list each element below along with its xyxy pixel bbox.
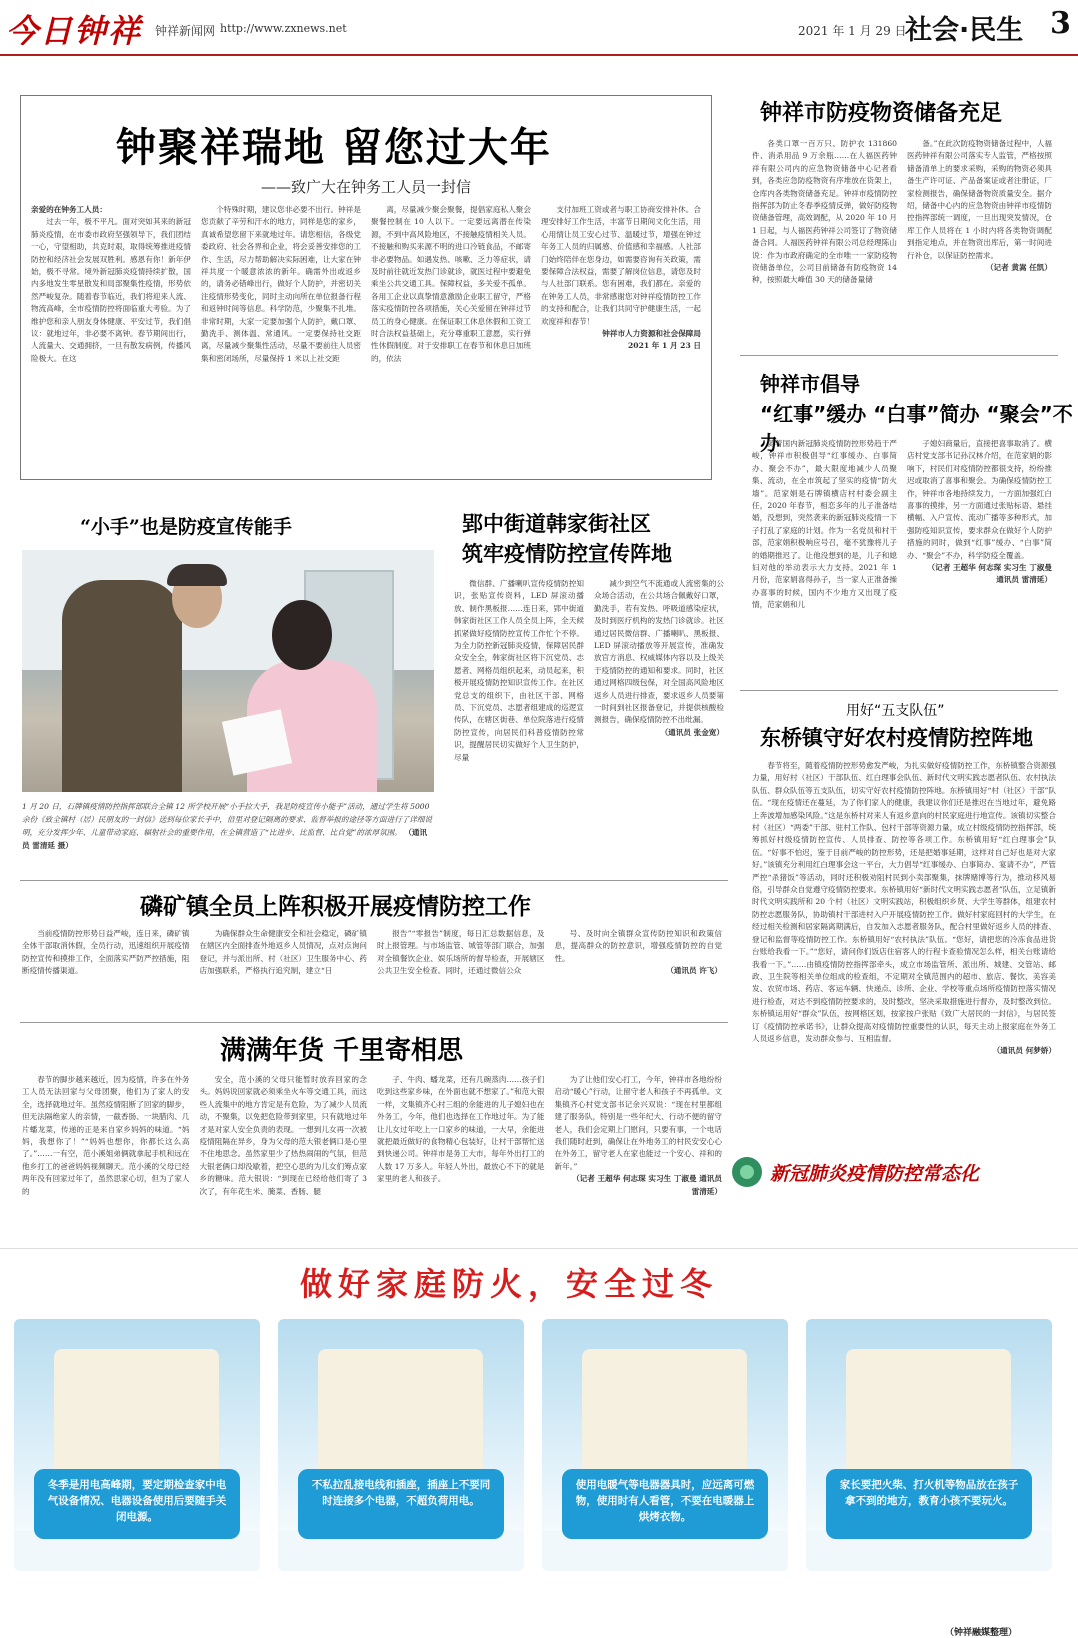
supplies-body <box>752 138 1052 343</box>
linkuang-byline: （通讯员 许飞） <box>666 966 722 976</box>
newspaper-logo: 今日钟祥 <box>6 12 143 50</box>
redwhite-text: 随着国内新冠肺炎疫情防控形势趋于严峻，钟祥市积极倡导“红事缓办、白事简办、聚会不办”，最大限度地减少人员聚集、流动，在全市筑起了坚实的疫情“防火墙”。范家娟是石牌镇横店村村委会副主任，2020 年春节，相恋多年的儿子准备结婚，没想到，突然袭来的新冠肺炎疫情一下子打乱了家庭的计划。作为一名党员和村干部，范家娟积极响应号召，毫不犹豫将儿子的婚期推迟了。让他没想到的是，儿子和媳妇对他的举动表示大力支持。2021 年 1 月份，范家娟喜得孙子，当一家人正准备操办喜事的时候，国内不少地方又出现了疫情，范家娟和儿 <box>752 439 897 610</box>
nianhuo-headline: 满满年货 千里寄相思 <box>220 1036 464 1066</box>
supplies-column <box>752 138 897 343</box>
page-number: 3 <box>1050 6 1071 41</box>
linkuang-column <box>555 928 723 1016</box>
supplies-text: 备。”在此次防疫物资储备过程中，人福医药钟祥有限公司落实专人监管，严格按照储备清单上的要求采购，采购的物资必须具备生产许可证、产品备案证或者注册证，厂家检测报告，确保储备物资质量安全。据介绍，储备中心内的应急物资由钟祥市疫情防控指挥部统一调度，一旦出现突发情况，仓库工作人员将在 1 小时内将各类物资调配到指定地点，并在物资出库后，第一时间进行补仓，以保证防控需求。 <box>907 139 1052 260</box>
fire-tip-panel <box>542 1319 788 1571</box>
letter-headline: 钟聚祥瑞地 留您过大年 <box>116 125 552 171</box>
kids-byline: （通讯员 雷清延 摄） <box>22 828 428 850</box>
linkuang-column <box>377 928 545 1016</box>
masthead <box>0 0 1078 56</box>
hanjia-text: 减少到空气不流通或人流密集的公众场合活动，在公共场合佩戴好口罩，勤洗手，若有发热、呼吸道感染症状，及时到医疗机构的发热门诊就诊。社区通过居民微信群、广播喇叭、黑板报、LED 屏滚动播放等开展宣传，准确发放官方消息、权威媒体内容以及上级关于疫情防控的通知和要求。同时，社区通过网格四级包保，对全国高风险地区返乡人员进行排查，要求返乡人员要第一时间到社区报备登记，并提供核酸检测报告，确保疫情防控不出纰漏。 <box>594 579 724 725</box>
letter-column <box>371 204 531 472</box>
redwhite-text: 子媳妇商量后，直接把喜事取消了。横店村党支部书记孙汉林介绍，在范家娟的影响下，村民们对疫情防控都很支持，纷纷推迟或取消了喜事和聚会。为确保疫情防控工作，钟祥市各地持续发力，一方面加强红白喜事的摸排，另一方面通过张贴标语、悬挂横幅、入户宣传、流动广播等多种形式，加强防疫知识宣传，要求群众在做好个人防护措施的同时，做到“红事”缓办、“白事”简办、“聚会”不办，科学防疫全覆盖。 <box>907 439 1052 560</box>
letter-text: 过去一年，极不平凡。面对突如其来的新冠肺炎疫情，在市委市政府坚强领导下，我们团结一心，守望相助，共克时艰，取得统筹推进疫情防控和经济社会发展双胜利。感恩有你！新年伊始，极不寻常。境外新冠肺炎疫情持续扩散，国内多地发生零星散发和局部聚集性疫情，形势依然严峻复杂。随着春节临近，我们将迎来人流、物流高峰，全市疫情防控将面临重大考验。为了维护您和亲人朋友身体健康、平安过节，我们倡议：就地过年，非必要不离钟。春节期间出行，人流量大、交通拥挤，一旦有散发病例，传播风险极大。在这 <box>31 217 191 363</box>
fire-safety-banner <box>0 1248 1078 1638</box>
fire-tip-text: 使用电暖气等电器器具时，应远离可燃物，使用时有人看管，不要在电暖器上烘烤衣物。 <box>562 1469 768 1539</box>
redwhite-headline: “红事”缓办 “白事”简办 “聚会”不办 <box>760 402 1073 455</box>
kids-photo <box>22 550 434 792</box>
fire-tip-panel <box>278 1319 524 1571</box>
divider <box>20 1022 728 1023</box>
supplies-text: 各类口罩一百万只、防护衣 131860 件、消杀用品 9 万余瓶……在人福医药钟祥有限公司内的应急物资储备中心记者看到，各类应急防疫物资有序堆放在货架上，仓库内各类物资储备充足。钟祥市疫情防控指挥部为防止冬春季疫情反弹，做好防疫物资储备管理，高效调配，从 2020 年 10 月 1 日起，与人福医药钟祥公司签订了物资储备合同。人福医药钟祥有限公司总经理陈山说：作为市政府确定的全市唯一一家防疫物资储备单位，公司目前储备有防疫物资 14 种，按照最大峰值 30 天的储备量储 <box>752 139 897 285</box>
section-title: 社会·民生 <box>905 15 1024 46</box>
letter-text: 离，尽量减少聚会聚餐，提倡家庭私人聚会聚餐控制在 10 人以下。一定要远离潜在传染源，不到中高风险地区，不接触疫情相关人员。不接触和购买来源不明的进口冷链食品，不邮寄非必要物品。如遇发热、咳嗽、乏力等症状，请及时前往就近发热门诊就诊，就医过程中要避免乘坐公共交通工具。保障权益，多关爱不孤单。各用工企业以真挚情意激励企业职工留守，严格落实疫情防控各项措施，关心关爱留在钟祥过节员工的身心健康。在保证职工休息休假和工资工时合法权益基础上，充分尊重职工意愿，实行弹性休假制度。对于安排职工在春节和休息日加班的，依法 <box>371 205 531 363</box>
normalization-text: 新冠肺炎疫情防控常态化 <box>770 1162 980 1185</box>
paper-url[interactable]: http://www.zxnews.net <box>220 22 347 35</box>
fire-tip-panel <box>14 1319 260 1571</box>
open-letter-box <box>20 95 712 480</box>
fire-banner-credit: （钟祥融媒整理） <box>945 1628 1018 1638</box>
letter-text: 支付加班工资或者与职工协商安排补休。合理安排好工作生活，丰富节日期间文化生活，用心用情让员工安心过节、温暖过节，增强在钟过年务工人员的归属感、价值感和幸福感。人社部门始终陪伴在您身边，如需要咨询有关政策，需要保障合法权益，需要了解岗位信息，请您及时与人社部门联系。您有困难，我们都在。亲爱的在钟务工人员，非常感谢您对钟祥疫情防控工作的支持和配合，让我们共同守护健康生活，一起欢度祥和春节！ <box>541 205 701 326</box>
linkuang-text: 报告”“零报告”制度，每日汇总数据信息，及时上报管理。与市场监管、城管等部门联合，加强对全镇餐饮企业、娱乐场所的督导检查，开展辖区公共卫生安全检查。同时，还通过微信公众 <box>377 929 545 976</box>
power-strip-icon <box>318 1349 483 1479</box>
nianhuo-column <box>555 1074 723 1240</box>
nianhuo-column <box>200 1074 368 1240</box>
divider <box>20 880 728 881</box>
supplies-column <box>907 138 1052 343</box>
fire-tip-text: 家长要把火柴、打火机等物品放在孩子拿不到的地方，教育小孩不要玩火。 <box>826 1469 1032 1539</box>
linkuang-text: 号、及时向全镇群众宣传防控知识和政策信息，提高群众的防控意识，增强疫情防控的自觉性。 <box>554 929 722 963</box>
letter-column <box>201 204 361 472</box>
wuzhi-byline: （通讯员 何梦娇） <box>992 1046 1056 1056</box>
letter-greeting: 亲爱的在钟务工人员： <box>31 205 107 214</box>
redwhite-kicker: 钟祥市倡导 <box>760 372 860 396</box>
nianhuo-text: 安全，范小溪的父母只能暂时放弃回家的念头。妈妈说回家就必须乘坐火车等交通工具，而这些人流集中的地方肯定是有危险，为了减少人员流动，不聚集，以免把危险带到家里，只有就地过年才是对家人安全负责的表现。一想到儿女再一次被疫情阻隔在异乡，身为父母的范大银老俩口是心里不住地思念。虽然家里少了热热闹闹的气氛，但范大银老俩口却没歇着，把空心思的为儿女们筹点家乡的糖味。范大银说：“到现在已经给他们寄了 3 次了，有年花生米、腌菜、香肠、腿 <box>199 1075 367 1196</box>
redwhite-column <box>907 438 1052 678</box>
linkuang-body <box>22 928 722 1016</box>
letter-signer: 钟祥市人力资源和社会保障局 <box>602 329 701 339</box>
supplies-byline: （记者 黄嵩 任凯） <box>985 263 1052 273</box>
divider <box>740 690 1058 691</box>
fire-tip-panel <box>806 1319 1052 1571</box>
redwhite-byline: （记者 王超华 何志琛 实习生 丁淑曼 通讯员 雷清延） <box>927 563 1052 585</box>
supplies-headline: 钟祥市防疫物资储备充足 <box>760 101 1003 126</box>
nianhuo-text: 子、牛肉、蟠龙菜，还有几碗蒸肉……孩子们吃到这些家乡味，在外面也就不想家了。”和范大银一样，文集镇齐心村三组的余能进的儿子媳妇也在外务工，今年，他们也选择在工作地过年。为了能让儿女过年吃上一口家乡的味道，一大早，余能进就把最近做好的食物精心包装好，让村干部帮忙送到快递公司。钟祥市是务工大市，每年外出打工的人数 17 万多人。年轻人外出，最放心不下的就是家里的老人和孩子。 <box>377 1075 545 1184</box>
letter-body <box>31 204 701 472</box>
hanjia-body <box>454 578 724 848</box>
nianhuo-text: 春节的脚步越来越近，因为疫情，许多在外务工人员无法回家与父母团聚，他们为了家人的安全，选择就地过年。虽然疫情阻断了回家的脚步，但无法隔绝家人的亲情，一截香肠、一块腊肉、几片蟠龙菜，传递的正是来自家乡妈妈的味道。“妈妈，我想你了！”“妈妈也想你，你都长这么高了。”……一有空，范小溪姐弟俩就拿起手机和远在他乡打工的爸爸妈妈视频聊天。范小溪的父母已经两年没有回家过年了，虽然思家心切，但为了家人的 <box>22 1075 190 1196</box>
paper-name: 钟祥新闻网 <box>155 24 216 38</box>
appliance-icon <box>54 1349 219 1479</box>
heater-icon <box>582 1349 747 1479</box>
matches-icon <box>846 1349 1011 1479</box>
nianhuo-text: 为了让他们安心打工，今年，钟祥市各地纷纷启动“暖心”行动，让留守老人和孩子不再孤单。文集镇齐心村党支部书记余兴双说：“现在村里都组建了服务队，特别是一些年纪大、行动不便的留守老人，我们会定期上门慰问，只要有事，一个电话我们随时赶到，确保让在外地务工的村民安安心心在外务工，留守老人在家也能过一个安心、祥和的新年。” <box>554 1075 722 1171</box>
hanjia-headline-2: 筑牢疫情防控宣传阵地 <box>462 542 672 566</box>
letter-text: 个特殊时期，建议您非必要不出行。钟祥是您贡献了辛劳和汗水的地方，同样是您的家乡，真诚希望您留下来就地过年。请您相信，各级党委政府、社会各界和企业，将会妥善安排您的工作、生活，尽力帮助解决实际困难，让大家在钟祥共度一个暖意浓浓的新年。确需外出或返乡的，请务必错峰出行，做好个人防护，并密切关注疫情形势变化，同时主动向所在单位报备行程和返钟时间等信息。科学防范，少聚集不扎堆。非常时期，大家一定要加强个人防护，戴口罩、勤洗手、测体温、常通风。一定要保持社交距离，尽量减少聚集性活动，尽量不要前往人员密集和密闭场所，尽量保持 1 米以上社交距 <box>201 205 361 363</box>
linkuang-column <box>22 928 190 1016</box>
issue-date: 2021 年 1 月 29 日 <box>798 24 907 38</box>
wuzhi-headline: 东桥镇守好农村疫情防控阵地 <box>760 726 1033 750</box>
nianhuo-byline: （记者 王超华 何志琛 实习生 丁淑曼 通讯员 雷清延） <box>572 1174 722 1196</box>
kids-caption <box>22 800 434 852</box>
letter-date: 2021 年 1 月 23 日 <box>628 341 701 351</box>
nianhuo-body <box>22 1074 722 1240</box>
letter-subtitle: ——致广大在钟务工人员一封信 <box>261 178 472 196</box>
letter-column <box>541 204 701 472</box>
linkuang-text: 为确保群众生命健康安全和社会稳定，磷矿镇在辖区内全面排查外地返乡人员情况，点对点询问登记，并与派出所、村（社区）卫生服务中心、药店加强联系，严格执行追究制，建立“日 <box>199 929 367 976</box>
fire-tip-text: 冬季是用电高峰期，要定期检查家中电气设备情况、电器设备使用后要随手关闭电源。 <box>34 1469 240 1539</box>
redwhite-column <box>752 438 897 678</box>
hanjia-column <box>594 578 724 848</box>
fire-safety-title: 做好家庭防火，安全过冬 <box>300 1265 719 1303</box>
kids-caption-text: 1 月 20 日，石牌镇疫情防控指挥部联合全镇 12 所学校开展“小手拉大手，我是防疫宣传小能手”活动，通过学生将 5000 余份《致全镇村（居）民朋友的一封信》送到每位家长手中，倍里对登记隔离的要求、监督举报的途径等方面进行了详细说明，充分发挥少年、儿童带动家庭、辐射社会的重要作用，在全镇营造了“比进步、比监督、比自觉”的浓厚氛围。 <box>22 802 433 837</box>
divider <box>740 355 1058 356</box>
kids-headline: “小手”也是防疫宣传能手 <box>80 516 292 538</box>
wuzhi-body <box>752 760 1056 1140</box>
nianhuo-column <box>22 1074 190 1240</box>
redwhite-body <box>752 438 1052 678</box>
hanjia-byline: （通讯员 张金宽） <box>660 727 724 737</box>
letter-column <box>31 204 191 472</box>
linkuang-headline: 磷矿镇全员上阵积极开展疫情防控工作 <box>140 894 531 920</box>
hanjia-text: 微信群、广播喇叭宣传疫情防控知识，张贴宣传资料，LED 屏滚动播放、制作黑板报……连日来，郢中街道韩家街社区工作人员全员上阵，全天候抓紧做好疫情防控宣传工作忙个不停。为全力防控新冠肺炎疫情，保障居民群众安全全，韩家街社区将下沉党员、志愿者、网格员组织起来，动员起来，积极开展疫情防控知识宣传工作。在社区党总支的组织下，由社区干部、网格员、下沉党员、志愿者组建成的巡逻宣传队，在辖区街巷、单位院落进行疫情防控宣传，向居民们科普疫情防控常识，提醒居民切实做好个人卫生防护，尽量 <box>454 579 584 762</box>
linkuang-text: 当前疫情防控形势日益严峻，连日来，磷矿镇全体干部取消休假，全员行动，迅速组织开展疫情防控宣传和摸排工作，全面落实严防严控措施，阻断疫情传播渠道。 <box>22 929 190 976</box>
fire-tip-text: 不私拉乱接电线和插座，插座上不要同时连接多个电器，不超负荷用电。 <box>298 1469 504 1539</box>
normalization-label <box>732 1150 1022 1194</box>
wuzhi-kicker: 用好“五支队伍” <box>846 703 945 719</box>
wuzhi-text: 春节将至，随着疫情防控形势愈发严峻，为扎实做好疫情防控工作，东桥镇整合资源强力量，用好村（社区）干部队伍、红白理事会队伍、新时代文明实践志愿者队伍、农村执法队伍、群众队伍等五支队伍，切实守好农村疫情防控阵地。东桥镇用好“村（社区）干部”队伍。“现在疫情还在蔓延，为了你们家人的健康，我建议你们还是推迟在当地过年，避免路上奔波增加感染风险。”这是东桥村对来人有返乡意向的村民家庭进行地宣传。该镇切实整合村（社区）“两委”干部、驻村工作队、包村干部等资源力量，成立村级疫情防控指挥部，统筹抓好村级疫情防控宣传、人员排查、防控等各项工作。东桥镇用好“红白理事会”队伍。“好事不怕迟，鉴于目前严峻的防控形势，还是把婚事延期，这样对自己好也是对大家好。”该镇充分利用红白理事会这一平台，大力倡导“红事缓办、白事简办、宴请不办”，严管严控“杀猪饭”等活动，同时还积极劝阻村民到小卖部聚集，抹牌赌博等行为，推动移风易俗，引导群众自觉遵守疫情防控要求。东桥镇用好“新时代文明实践志愿者”队伍，立足镇新时代文明实践所和 20 个村（社区）文明实践站，积极组织乡贤、大学生等群体，组建农村防控志愿服务队，协助镇村干部进村入户开展疫情防控工作。做好村家庭回村的大学生，在经过相关检测和居家隔离期满后，自发加入志愿者服务队，配合村里做好返乡人员的排查、登记和监督等疫情防控工作。东桥镇用好“农村执法”队伍。“您好，请把您的冷冻食品进货台账给我看一下。”“您好，请问你们饭店住宿客人的行程卡查验情况怎么样，相关台账请给我看一下。”……由镇疫情防控指挥部牵头，成立市场监管所、派出所、城建、交管站、邮政、卫生院等相关单位组成的检查组，不定期对全镇范围内的超市、旅店、餐饮、美容美发、农贸市场、药店、客运车辆、快递点、诊所、企业、学校等重点场所疫情防控落实情况进行检查，对达不到疫情防控要求的，及时整改，坚决采取措施进行督办，及时整改到位。东桥镇运用好“群众”队伍，按网格区划，按家按户张贴《致广大居民的一封信》，与居民签订《疫情防控承诺书》，让群众提高对疫情防控重要性的认识，每天主动上报家庭在外务工人员返乡信息，发动群众参与、互相监督。 <box>752 761 1056 1043</box>
linkuang-column <box>200 928 368 1016</box>
nianhuo-column <box>377 1074 545 1240</box>
wuzhi-column <box>752 760 1056 1140</box>
virus-icon <box>732 1157 762 1187</box>
hanjia-headline-1: 郢中街道韩家街社区 <box>462 512 651 536</box>
hanjia-column <box>454 578 584 848</box>
